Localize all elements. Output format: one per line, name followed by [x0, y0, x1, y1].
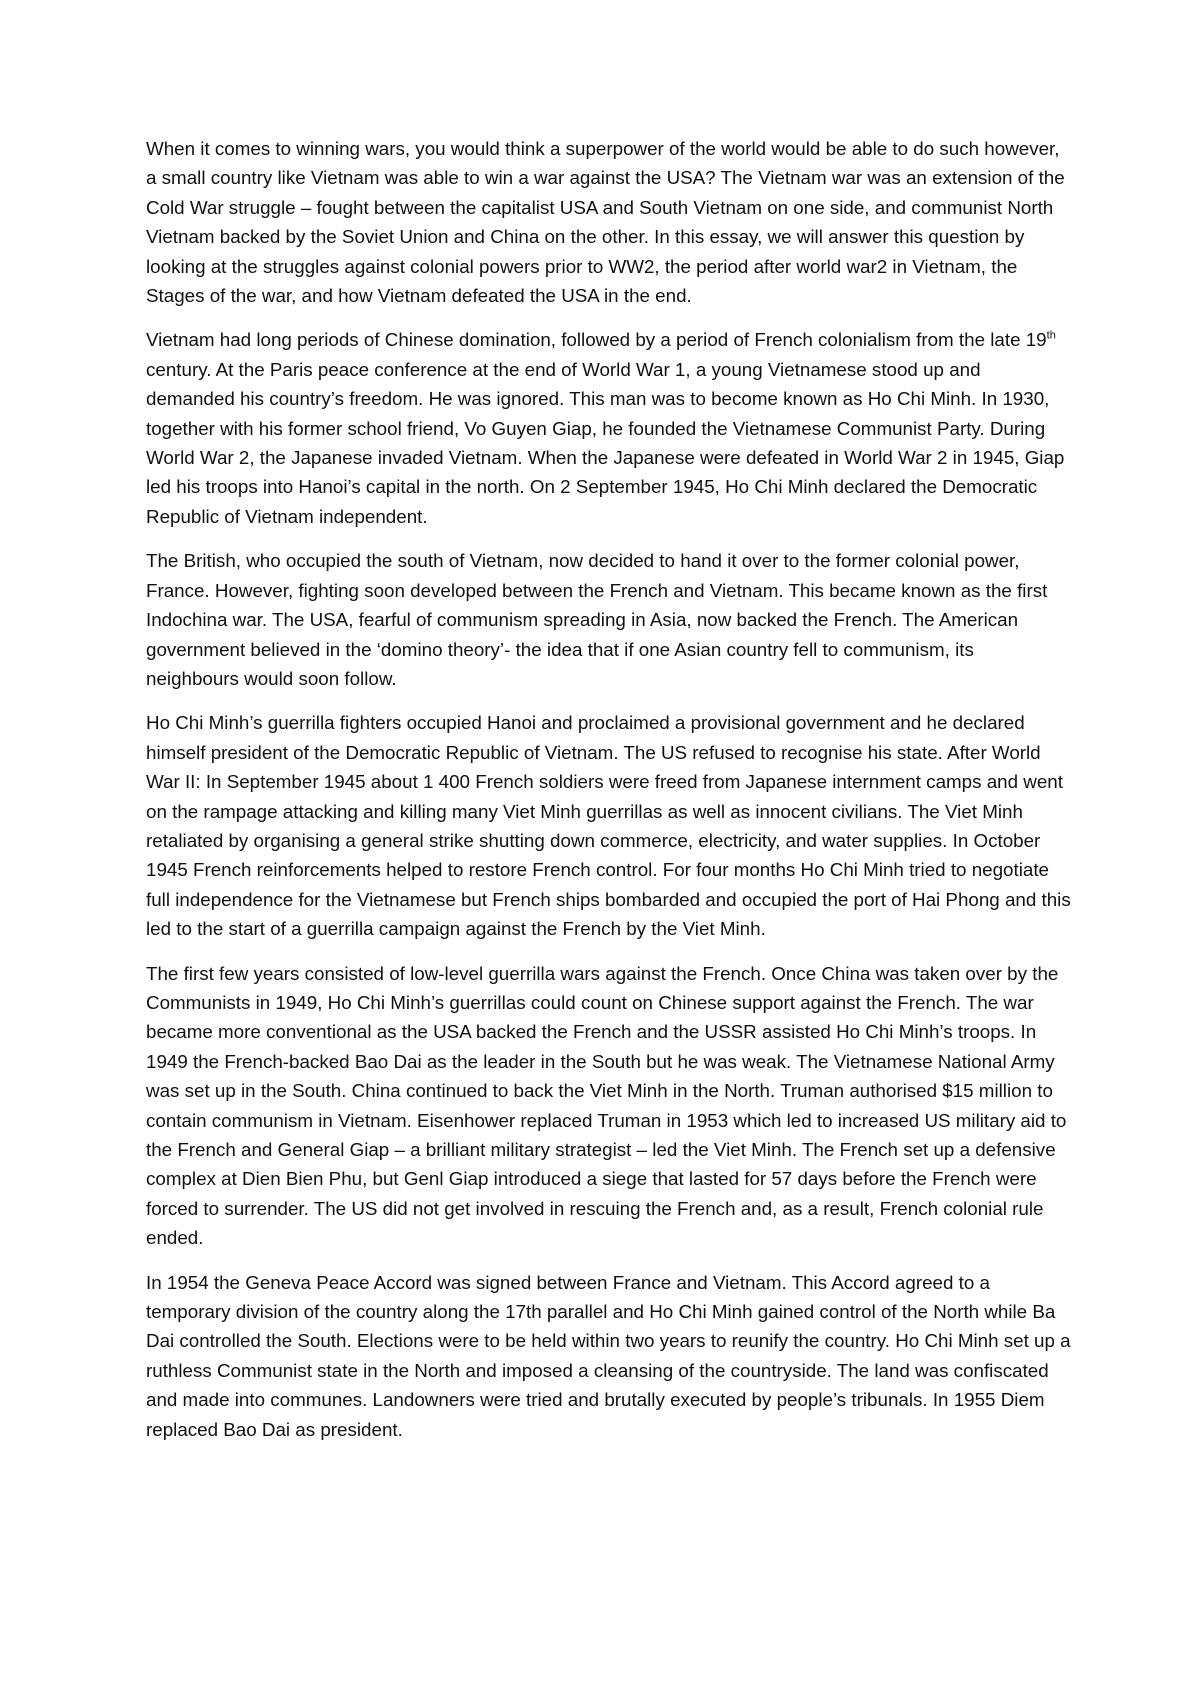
- paragraph-early-history-start: Vietnam had long periods of Chinese domination, followed by a period of French colonialism from the late 19: [146, 329, 1047, 351]
- paragraph-early-history: [146, 325, 1071, 531]
- paragraph-geneva-accord: In 1954 the Geneva Peace Accord was signed between France and Vietnam. This Accord agreed to a temporary division of the country along the 17th parallel and Ho Chi Minh gained control of the North while Ba Dai controlled the South. Elections were to be held within two years to reunify the country. Ho Chi Minh set up a ruthless Communist state in the North and imposed a cleansing of the countryside. The land was confiscated and made into communes. Landowners were tried and brutally executed by people’s tribunals. In 1955 Diem replaced Bao Dai as president.: [146, 1271, 1071, 1440]
- ordinal-superscript: th: [1046, 330, 1056, 343]
- paragraph-first-indochina-war: The British, who occupied the south of Vietnam, now decided to hand it over to the former colonial power, France. However, fighting soon developed between the French and Vietnam. This became known as the first Indochina war. The USA, fearful of communism spreading in Asia, now backed the French. The American government believed in the ‘domino theory’- the idea that if one Asian country fell to communism, its neighbours would soon follow.: [146, 550, 1048, 689]
- paragraph-introduction: When it comes to winning wars, you would think a superpower of the world would be able to do such however, a small country like Vietnam was able to win a war against the USA? The Vietnam war was an extension of the Cold War struggle – fought between the capitalist USA and South Vietnam on one side, and communist North Vietnam backed by the Soviet Union and China on the other. In this essay, we will answer this question by looking at the struggles against colonial powers prior to WW2, the period after world war2 in Vietnam, the Stages of the war, and how Vietnam defeated the USA in the end.: [146, 138, 1065, 307]
- document-page: [146, 134, 1071, 1459]
- paragraph-early-history-rest: century. At the Paris peace conference at the end of World War 1, a young Vietnamese stood up and demanded his country’s freedom. He was ignored. This man was to become known as Ho Chi Minh. In 1930, together with his former school friend, Vo Guyen Giap, he founded the Vietnamese Communist Party. During World War 2, the Japanese invaded Vietnam. When the Japanese were defeated in World War 2 in 1945, Giap led his troops into Hanoi’s capital in the north. On 2 September 1945, Ho Chi Minh declared the Democratic Republic of Vietnam independent.: [146, 358, 1065, 527]
- paragraph-french-war-years: The first few years consisted of low-level guerrilla wars against the French. Once China was taken over by the Communists in 1949, Ho Chi Minh’s guerrillas could count on Chinese support against the French. The war became more conventional as the USA backed the French and the USSR assisted Ho Chi Minh’s troops. In 1949 the French-backed Bao Dai as the leader in the South but he was weak. The Vietnamese National Army was set up in the South. China continued to back the Viet Minh in the North. Truman authorised $15 million to contain communism in Vietnam. Eisenhower replaced Truman in 1953 which led to increased US military aid to the French and General Giap – a brilliant military strategist – led the Viet Minh. The French set up a defensive complex at Dien Bien Phu, but Genl Giap introduced a siege that lasted for 57 days before the French were forced to surrender. The US did not get involved in rescuing the French and, as a result, French colonial rule ended.: [146, 962, 1067, 1249]
- paragraph-guerrilla-fighters: Ho Chi Minh’s guerrilla fighters occupied Hanoi and proclaimed a provisional government and he declared himself president of the Democratic Republic of Vietnam. The US refused to recognise his state. After World War II: In September 1945 about 1 400 French soldiers were freed from Japanese internment camps and went on the rampage attacking and killing many Viet Minh guerrillas as well as innocent civilians. The Viet Minh retaliated by organising a general strike shutting down commerce, electricity, and water supplies. In October 1945 French reinforcements helped to restore French control. For four months Ho Chi Minh tried to negotiate full independence for the Vietnamese but French ships bombarded and occupied the port of Hai Phong and this led to the start of a guerrilla campaign against the French by the Viet Minh.: [146, 712, 1071, 940]
